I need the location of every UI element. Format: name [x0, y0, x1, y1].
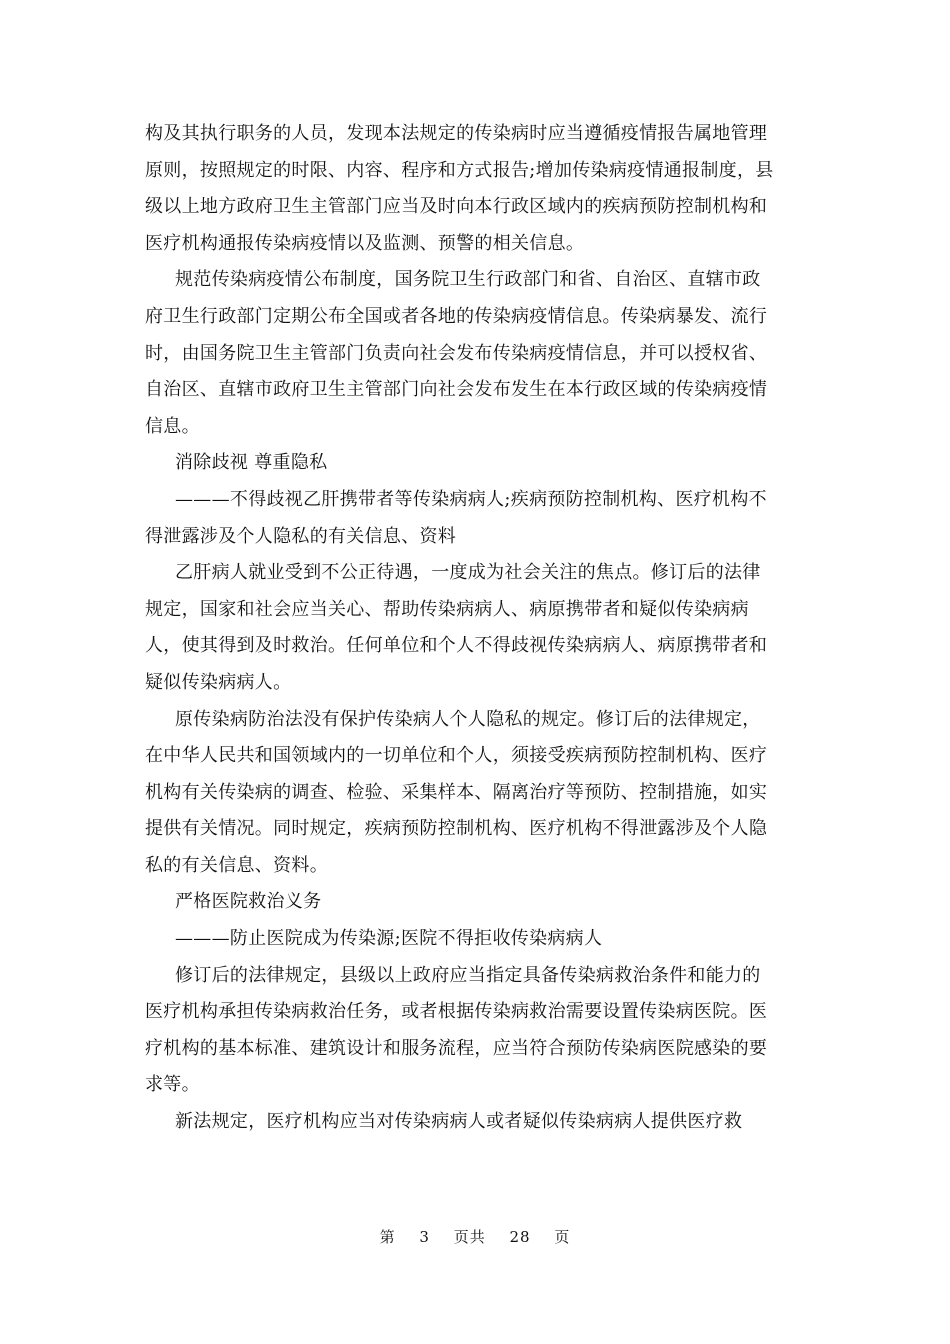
text-line: 求等。	[145, 1074, 200, 1096]
text-line: ———防止医院成为传染源;医院不得拒收传染病病人	[175, 928, 603, 950]
text-line: 私的有关信息、资料。	[145, 854, 328, 876]
text-line: 规定，国家和社会应当关心、帮助传染病病人、病原携带者和疑似传染病病	[145, 598, 749, 620]
text-line: 医疗机构通报传染病疫情以及监测、预警的相关信息。	[145, 232, 585, 254]
document-body	[145, 116, 805, 1141]
footer-middle: 页共	[453, 1228, 486, 1246]
text-line: 严格医院救治义务	[175, 891, 322, 913]
text-line: 新法规定，医疗机构应当对传染病病人或者疑似传染病病人提供医疗救	[175, 1111, 743, 1133]
text-line: 信息。	[145, 415, 200, 437]
text-line: 级以上地方政府卫生主管部门应当及时向本行政区域内的疾病预防控制机构和	[145, 196, 768, 218]
text-line: 原则，按照规定的时限、内容、程序和方式报告;增加传染病疫情通报制度，县	[145, 159, 774, 181]
text-line: 府卫生行政部门定期公布全国或者各地的传染病疫情信息。传染病暴发、流行	[145, 305, 768, 327]
text-line: 人，使其得到及时救治。任何单位和个人不得歧视传染病病人、病原携带者和	[145, 635, 768, 657]
text-line: 得泄露涉及个人隐私的有关信息、资料	[145, 525, 457, 547]
text-line: 疗机构的基本标准、建筑设计和服务流程，应当符合预防传染病医院感染的要	[145, 1037, 768, 1059]
footer-suffix: 页	[554, 1228, 571, 1246]
text-line: 提供有关情况。同时规定，疾病预防控制机构、医疗机构不得泄露涉及个人隐	[145, 818, 768, 840]
footer-prefix: 第	[379, 1228, 396, 1246]
text-line: ———不得歧视乙肝携带者等传染病病人;疾病预防控制机构、医疗机构不	[175, 488, 767, 510]
text-line: 医疗机构承担传染病救治任务，或者根据传染病救治需要设置传染病医院。医	[145, 1001, 768, 1023]
text-line: 时，由国务院卫生主管部门负责向社会发布传染病疫情信息，并可以授权省、	[145, 342, 768, 364]
text-line: 构及其执行职务的人员，发现本法规定的传染病时应当遵循疫情报告属地管理	[145, 123, 768, 144]
footer-total-pages: 28	[509, 1228, 531, 1246]
text-line: 自治区、直辖市政府卫生主管部门向社会发布发生在本行政区域的传染病疫情	[145, 379, 768, 401]
text-line: 消除歧视 尊重隐私	[175, 452, 328, 474]
text-line: 机构有关传染病的调查、检验、采集样本、隔离治疗等预防、控制措施，如实	[145, 781, 768, 803]
text-line: 疑似传染病病人。	[145, 671, 292, 693]
page-footer	[0, 1226, 950, 1247]
text-line: 乙肝病人就业受到不公正待遇，一度成为社会关注的焦点。修订后的法律	[175, 562, 761, 584]
text-line: 原传染病防治法没有保护传染病人个人隐私的规定。修订后的法律规定，	[175, 708, 761, 730]
text-line: 在中华人民共和国领域内的一切单位和个人，须接受疾病预防控制机构、医疗	[145, 745, 768, 767]
footer-current-page: 3	[419, 1228, 430, 1246]
text-line: 修订后的法律规定，县级以上政府应当指定具备传染病救治条件和能力的	[175, 964, 761, 986]
text-line: 规范传染病疫情公布制度，国务院卫生行政部门和省、自治区、直辖市政	[175, 269, 761, 291]
